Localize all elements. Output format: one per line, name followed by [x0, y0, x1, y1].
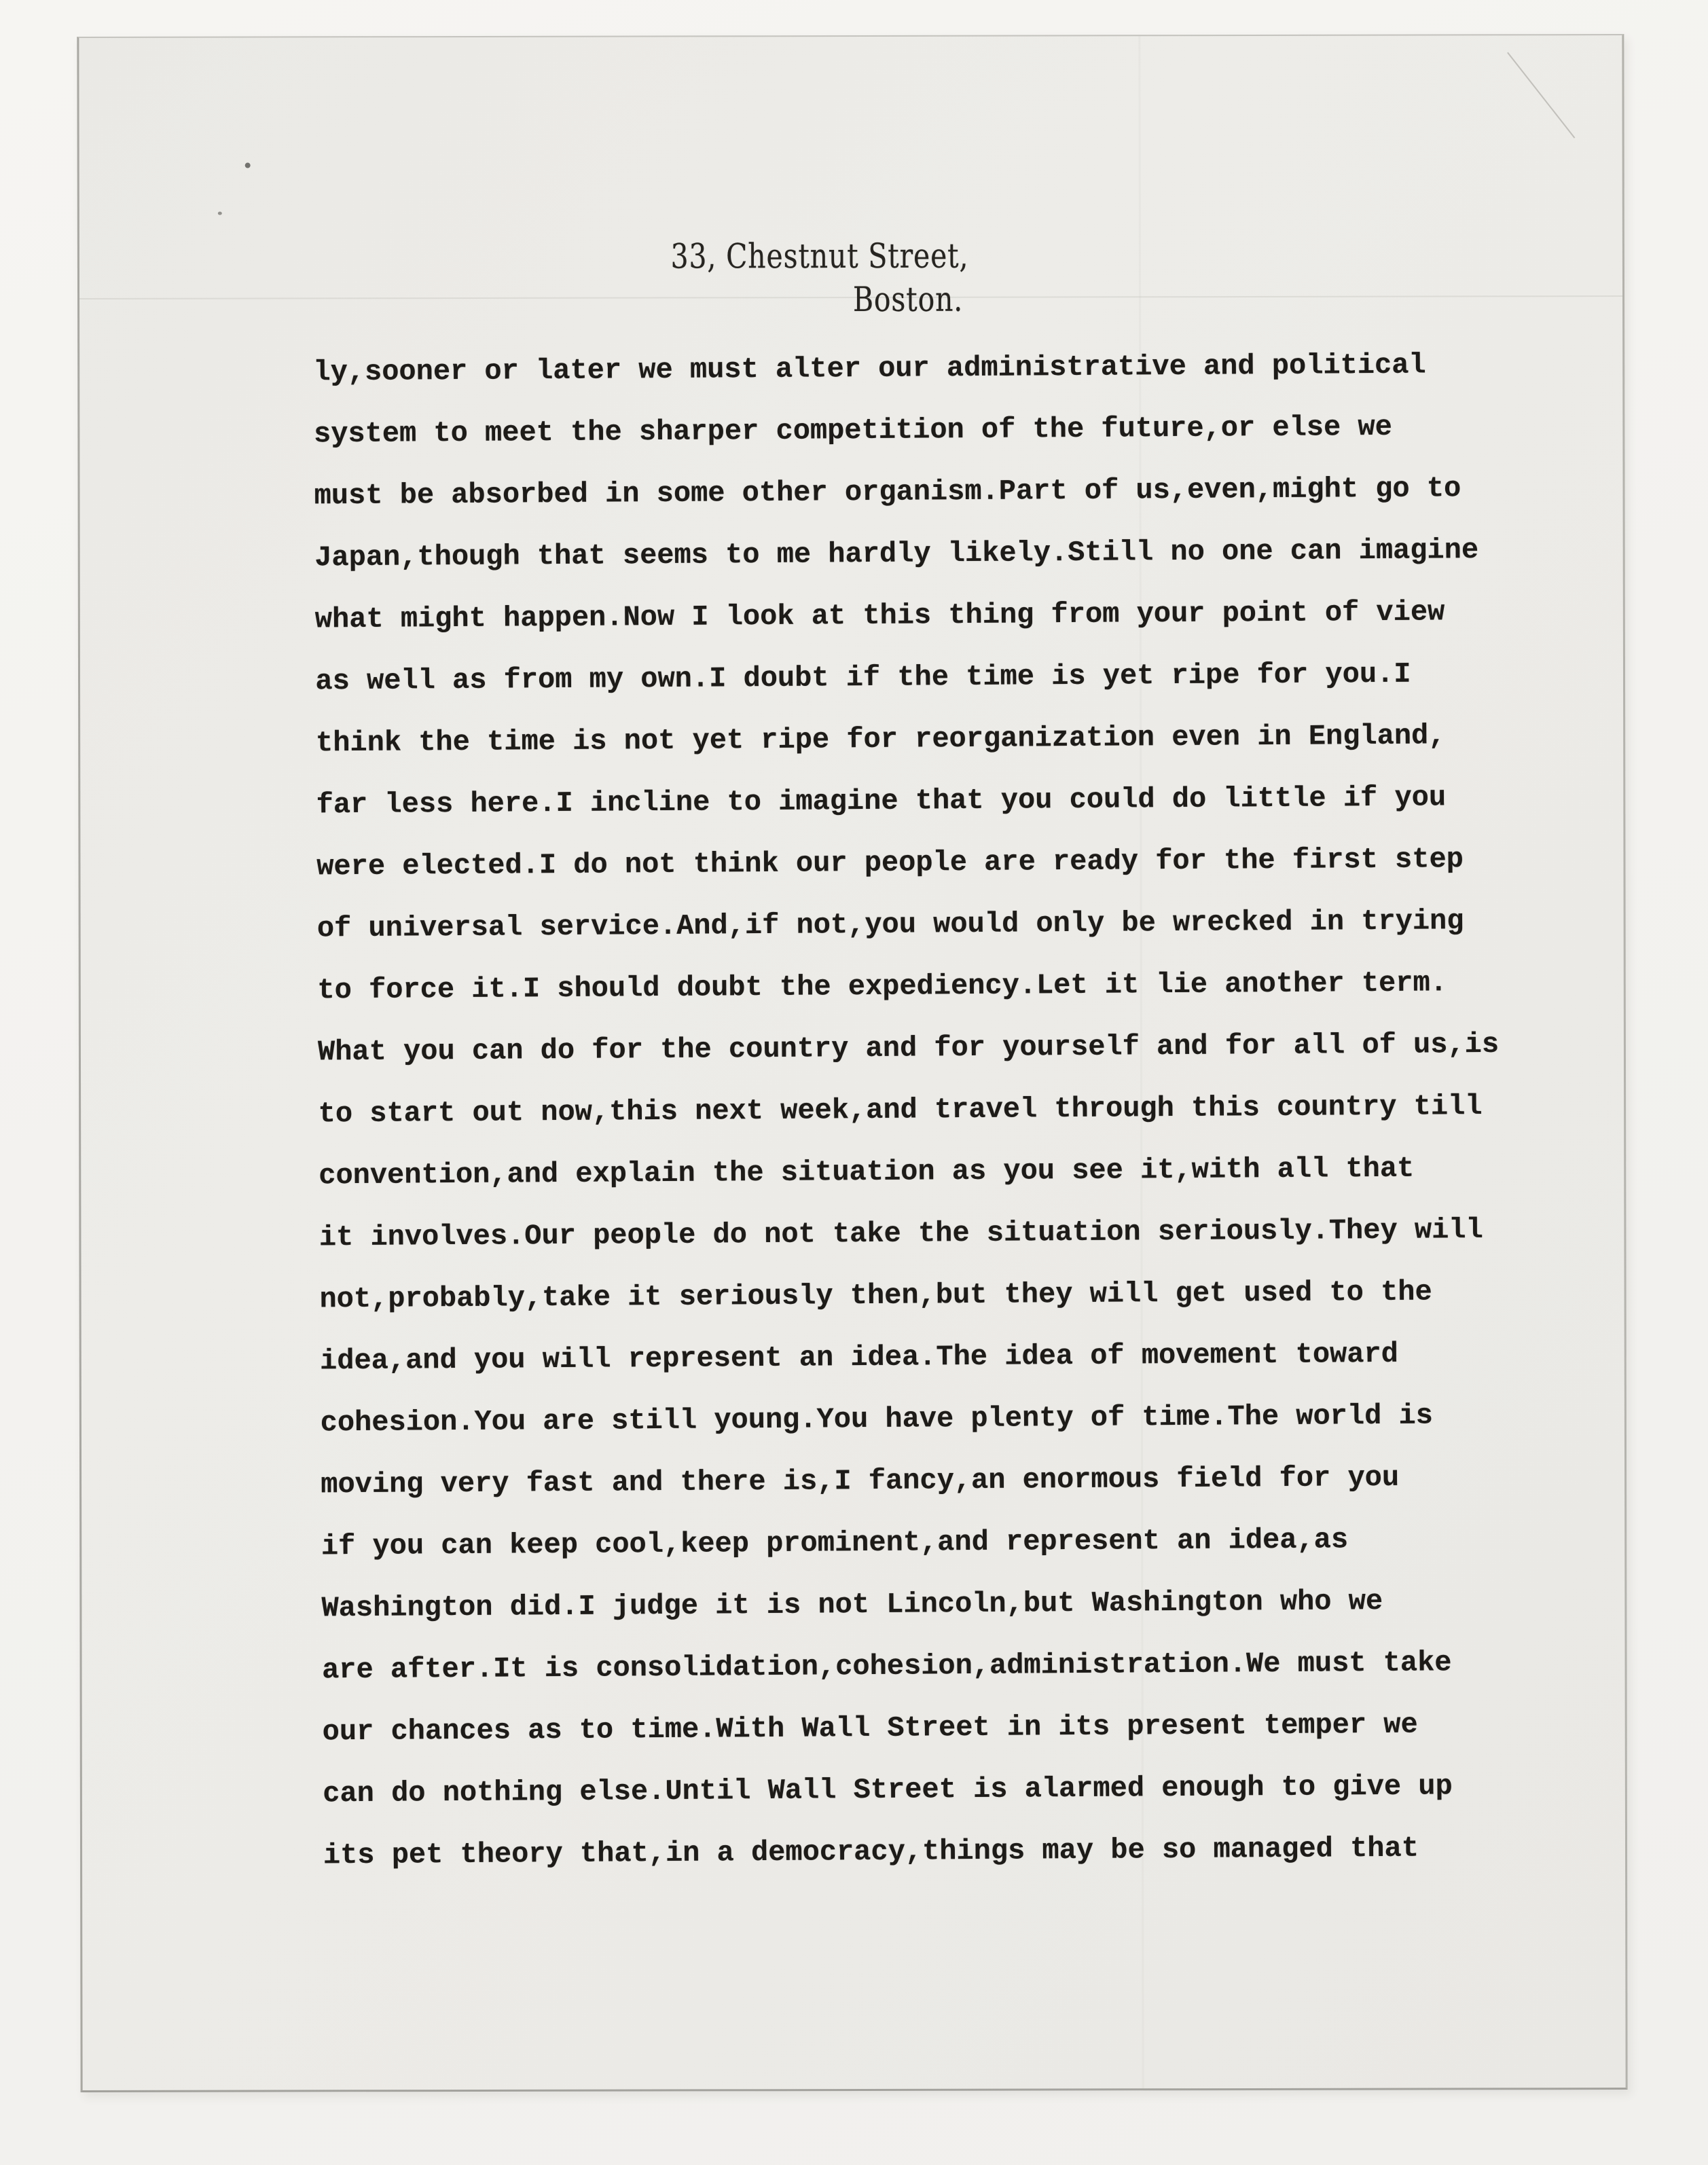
letter-line-02: system to meet the sharper competition of the future,or else we [313, 410, 1393, 451]
ink-speck [245, 163, 251, 168]
letter-line-01: ly,sooner or later we must alter our administrative and political [313, 348, 1426, 389]
letterhead-address-line: 33, Chestnut Street, [670, 236, 969, 276]
letter-line-14: convention,and explain the situation as you see it,with all that [319, 1152, 1415, 1193]
letter-paper-sheet [77, 34, 1627, 2092]
corner-crease-mark [1507, 52, 1575, 139]
letter-line-13: to start out now,this next week,and travel through this country till [318, 1089, 1483, 1131]
letter-line-04: Japan,though that seems to me hardly likely.Still no one can imagine [314, 534, 1479, 575]
letter-line-07: think the time is not yet ripe for reorganization even in England, [315, 719, 1446, 760]
letter-line-12: What you can do for the country and for yourself and for all of us,is [317, 1027, 1500, 1069]
letter-line-24: can do nothing else.Until Wall Street is alarmed enough to give up [323, 1770, 1453, 1811]
letter-line-05: what might happen.Now I look at this thing from your point of view [314, 596, 1445, 636]
letter-line-18: cohesion.You are still young.You have plenty of time.The world is [320, 1399, 1434, 1440]
letter-body [313, 333, 1552, 1887]
letter-line-16: not,probably,take it seriously then,but they will get used to the [319, 1275, 1432, 1316]
letter-line-23: our chances as to time.With Wall Street in its present temper we [322, 1708, 1418, 1749]
letterhead-city-line: Boston. [852, 279, 964, 319]
letter-line-09: were elected.I do not think our people are ready for the first step [316, 843, 1464, 884]
letter-line-25: its pet theory that,in a democracy,things may be so managed that [323, 1832, 1419, 1872]
letter-line-21: Washington did.I judge it is not Lincoln,but Washington who we [321, 1584, 1383, 1625]
letter-line-19: moving very fast and there is,I fancy,an enormous field for you [321, 1461, 1400, 1502]
letter-line-15: it involves.Our people do not take the situation seriously.They will [319, 1213, 1483, 1254]
ink-speck [218, 212, 222, 215]
letter-line-06: as well as from my own.I doubt if the time is yet ripe for you.I [315, 657, 1411, 698]
letter-line-22: are after.It is consolidation,cohesion,administration.We must take [321, 1646, 1452, 1687]
letter-line-10: of universal service.And,if not,you would only be wrecked in trying [316, 905, 1464, 945]
letter-line-11: to force it.I should doubt the expediency.Let it lie another term. [317, 966, 1448, 1007]
letter-line-08: far less here.I incline to imagine that you could do little if you [316, 781, 1447, 822]
letter-line-20: if you can keep cool,keep prominent,and represent an idea,as [321, 1523, 1349, 1563]
letter-line-17: idea,and you will represent an idea.The idea of movement toward [319, 1337, 1399, 1378]
letterhead [79, 234, 1622, 321]
letter-line-03: must be absorbed in some other organism.Part of us,even,might go to [314, 472, 1461, 513]
